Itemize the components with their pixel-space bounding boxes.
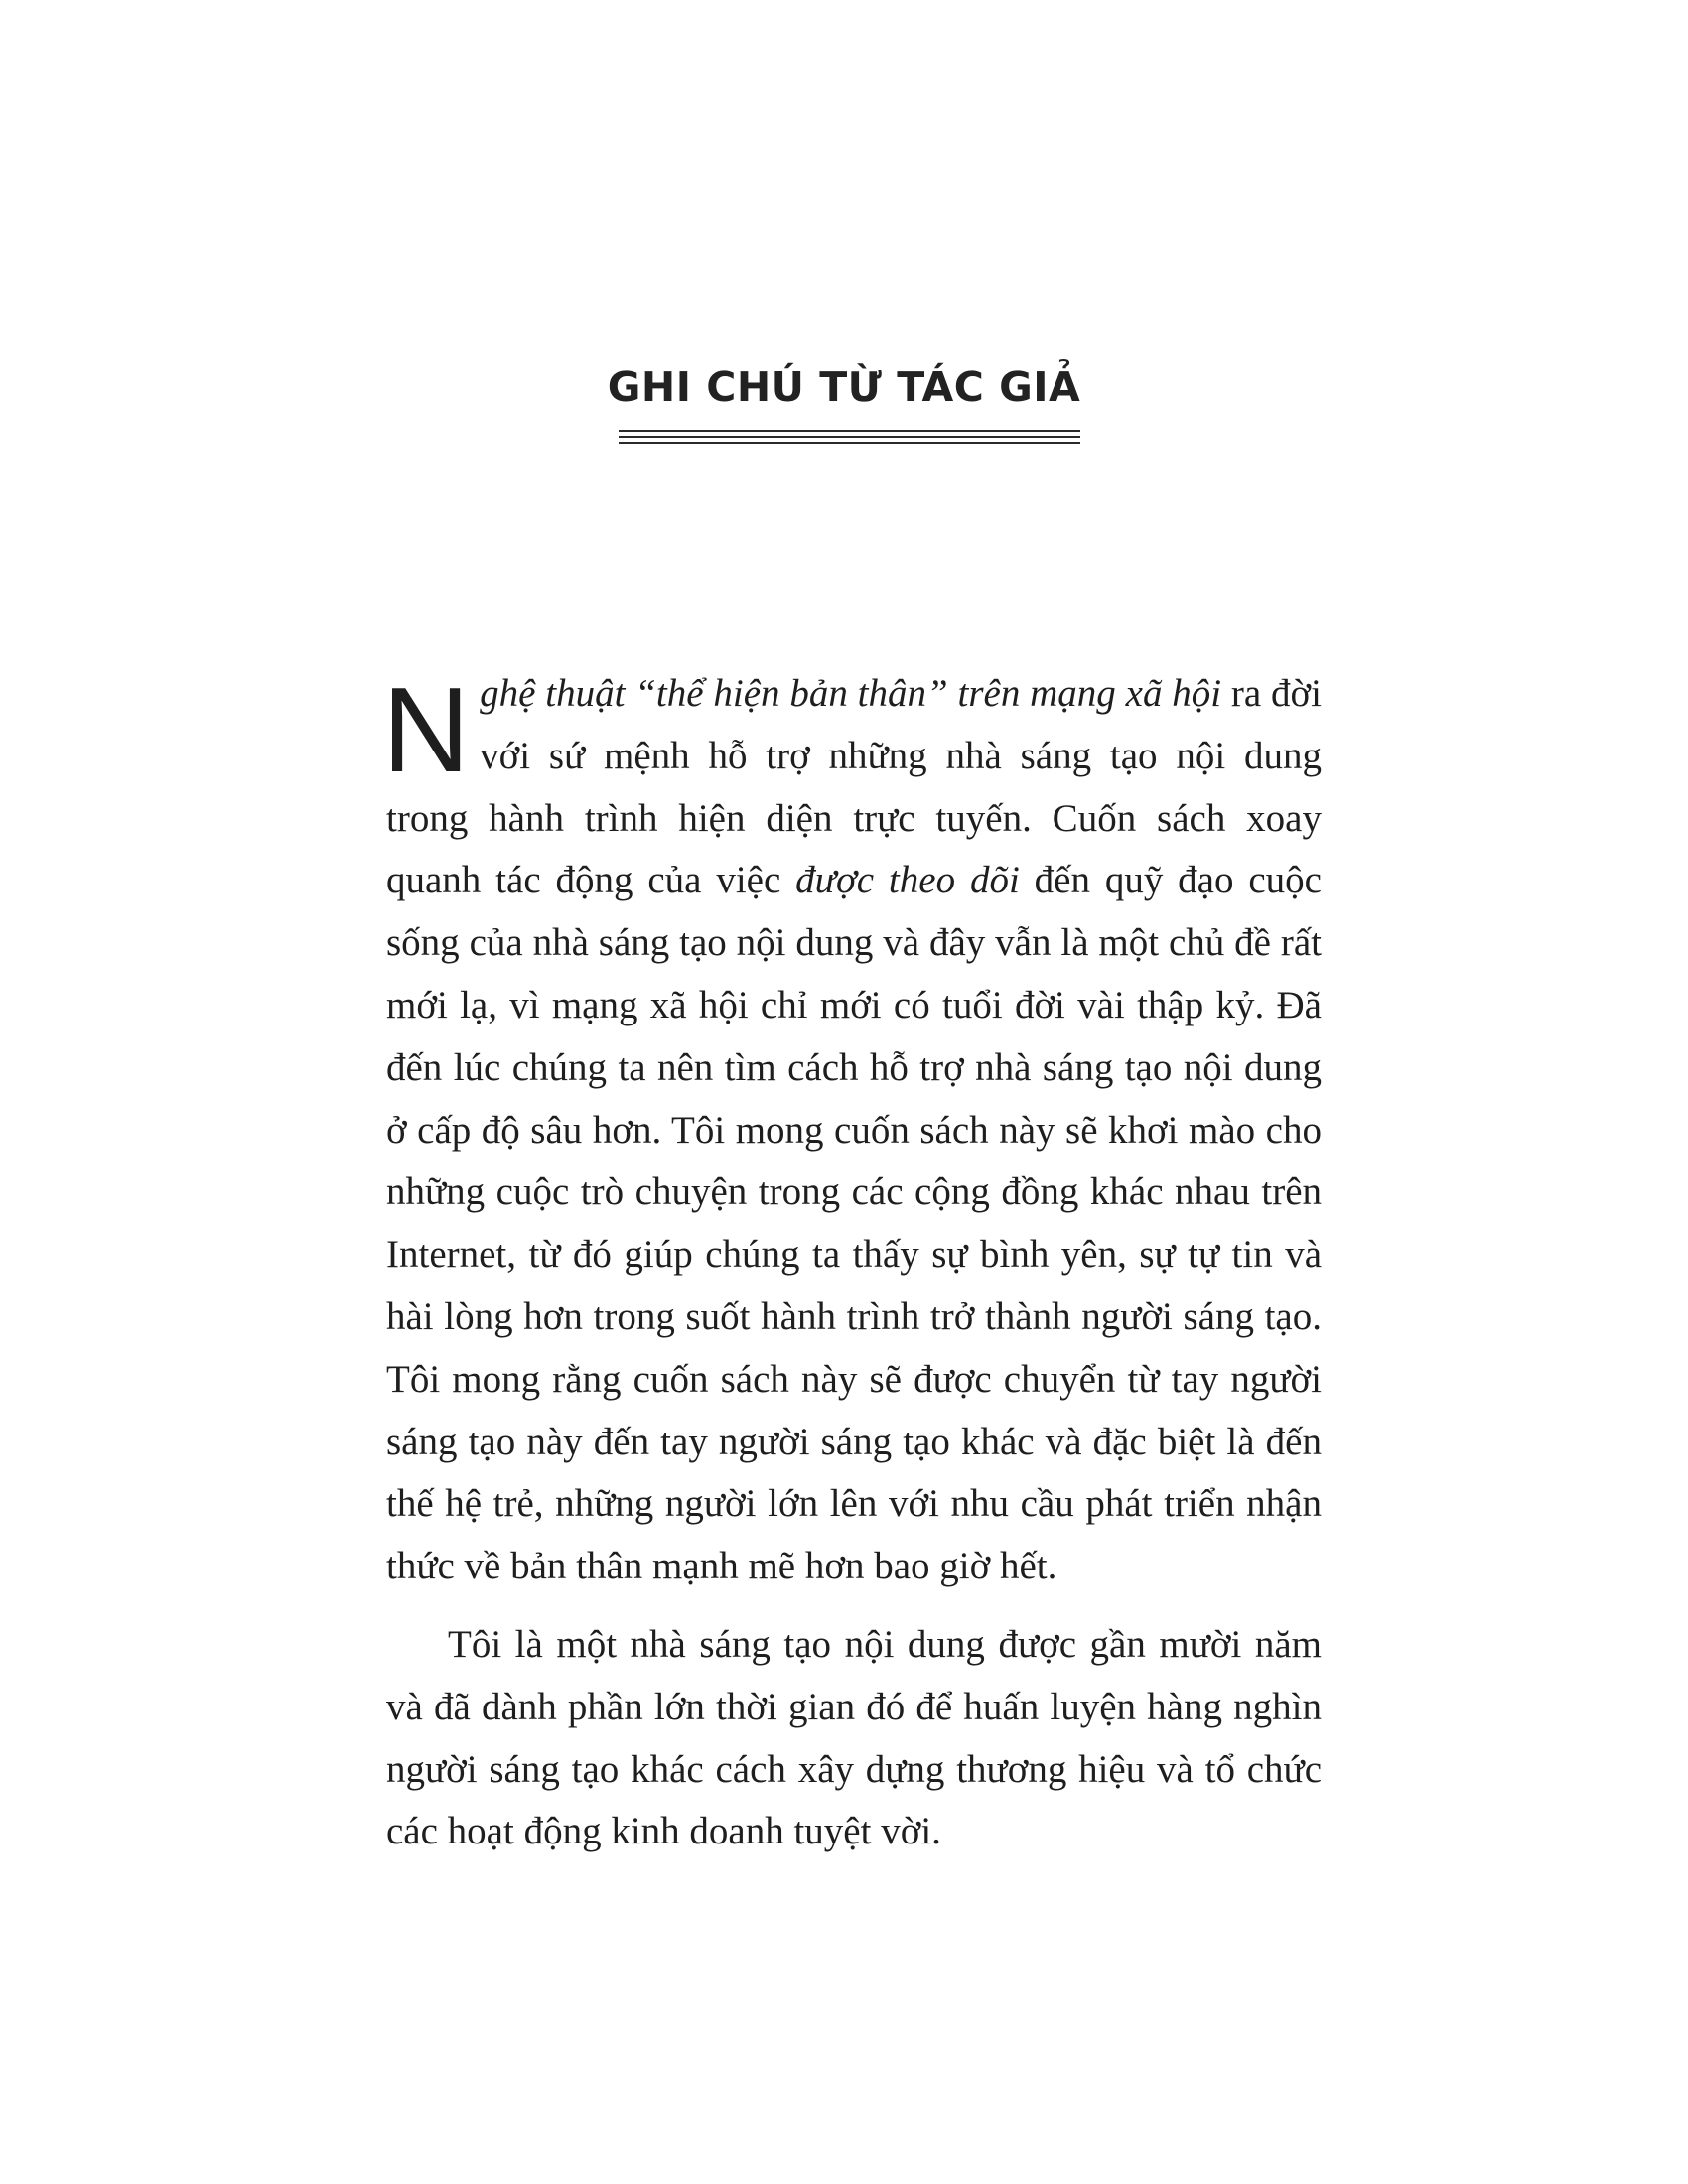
rule-line <box>619 436 1080 438</box>
italic-phrase: được theo dõi <box>795 859 1020 902</box>
rule-line <box>619 430 1080 432</box>
drop-cap: N <box>382 662 471 797</box>
paragraph-2: Tôi là một nhà sáng tạo nội dung được gần mười năm và đã dành phần lớn thời gian đó để huấn luyện hàng nghìn người sáng tạo khác cách xây dựng thương hiệu và tổ chức các hoạt động kinh doanh tuyệt vời. <box>386 1622 1322 1853</box>
paragraph-text: đến quỹ đạo cuộc sống của nhà sáng tạo nội dung và đây vẫn là một chủ đề rất mới lạ, vì mạng xã hội chỉ mới có tuổi đời vài thập kỷ. Đã đến lúc chúng ta nên tìm cách hỗ trợ nhà sáng tạo nội dung ở cấp độ sâu hơn. Tôi mong cuốn sách này sẽ khơi mào cho những cuộc trò chuyện trong các cộng đồng khác nhau trên Internet, từ đó giúp chúng ta thấy sự bình yên, sự tự tin và hài lòng hơn trong suốt hành trình trở thành người sáng tạo. Tôi mong rằng cuốn sách này sẽ được chuyển từ tay người sáng tạo này đến tay người sáng tạo khác và đặc biệt là đến thế hệ trẻ, những người lớn lên với nhu cầu phát triển nhận thức về bản thân mạnh mẽ hơn bao giờ hết. <box>386 859 1322 1588</box>
paragraph-1 <box>382 662 1322 1598</box>
paragraph-text: ra đời với sứ mệnh hỗ trợ những nhà sáng tạo nội dung trong hành trình hiện diện trực tuyến. Cuốn sách xoay quanh tác động của việc <box>386 672 1322 902</box>
page-title: GHI CHÚ TỪ TÁC GIẢ <box>607 363 1081 411</box>
body-text <box>382 662 1322 1863</box>
lead-italic-text: ghệ thuật “thể hiện bản thân” trên mạng xã hội <box>480 672 1222 715</box>
rule-line <box>619 442 1080 444</box>
title-underline-rules <box>619 430 1080 448</box>
